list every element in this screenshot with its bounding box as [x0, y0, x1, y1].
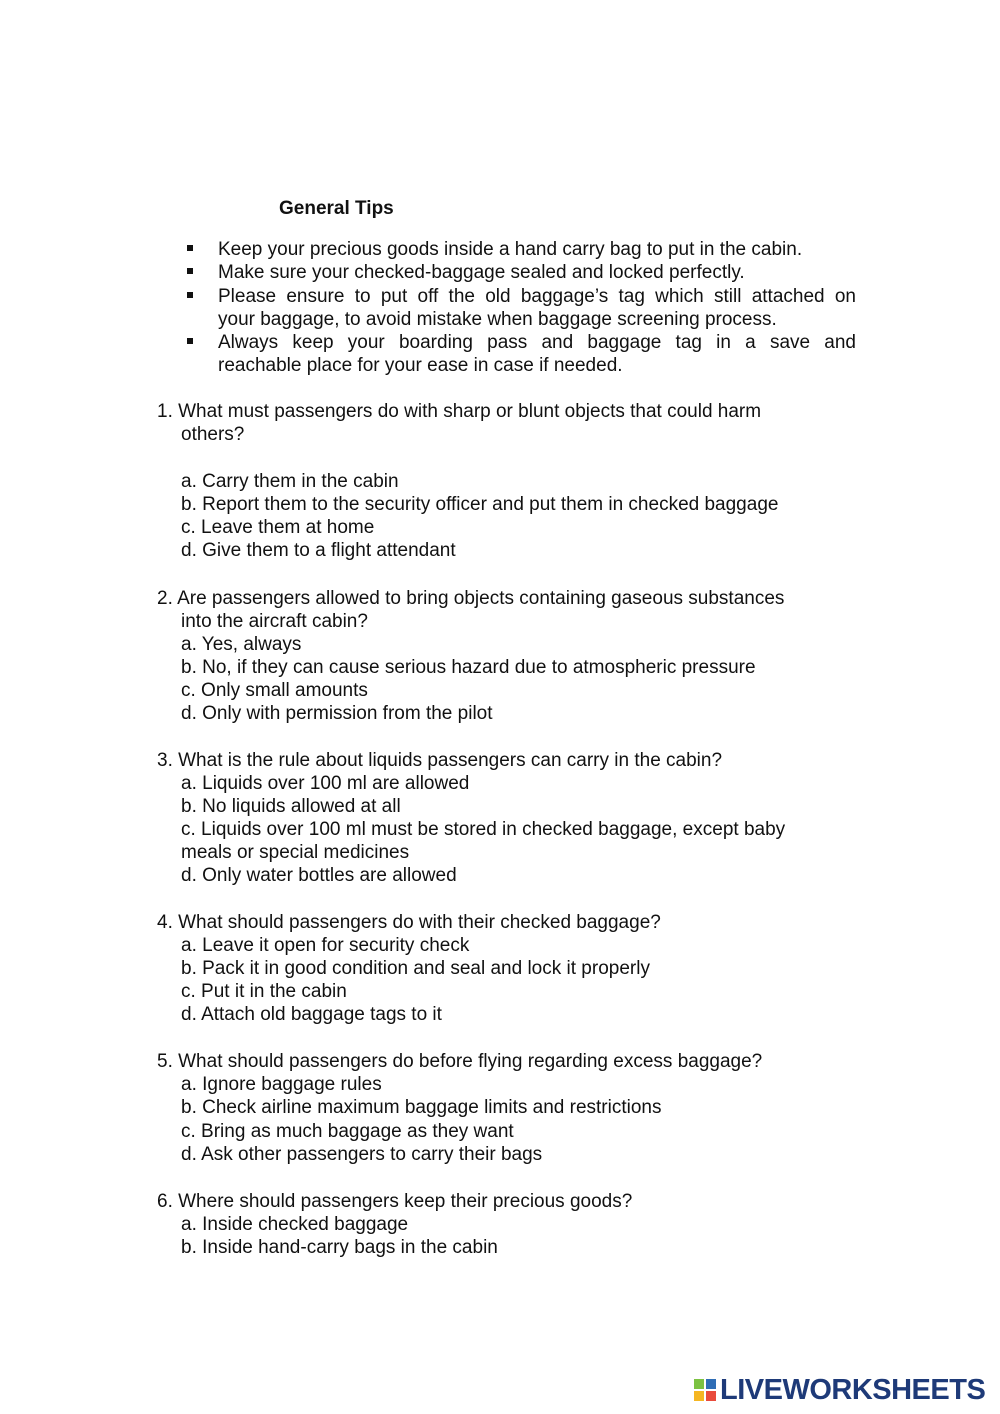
- question-text: others?: [181, 424, 245, 445]
- option-a: a. Carry them in the cabin: [181, 471, 399, 492]
- option-c: c. Liquids over 100 ml must be stored in checked baggage, except baby: [181, 819, 786, 840]
- tip-item-line: Please ensure to put off the old baggage’s tag which still attached on: [218, 286, 856, 307]
- tip-item: Keep your precious goods inside a hand carry bag to put in the cabin.: [218, 239, 803, 260]
- option-a: a. Yes, always: [181, 634, 302, 655]
- option-d: d. Attach old baggage tags to it: [181, 1004, 442, 1025]
- question-text: 5. What should passengers do before flying regarding excess baggage?: [157, 1051, 763, 1072]
- option-c: c. Put it in the cabin: [181, 981, 347, 1002]
- option-d: d. Ask other passengers to carry their bags: [181, 1144, 543, 1165]
- option-d: d. Give them to a flight attendant: [181, 540, 456, 561]
- question-text: into the aircraft cabin?: [181, 611, 368, 632]
- question-text: 3. What is the rule about liquids passengers can carry in the cabin?: [157, 750, 723, 771]
- liveworksheets-logo[interactable]: [694, 1373, 986, 1406]
- option-b: b. Inside hand-carry bags in the cabin: [181, 1237, 498, 1258]
- option-b: b. No, if they can cause serious hazard due to atmospheric pressure: [181, 657, 756, 678]
- question-text: 1. What must passengers do with sharp or blunt objects that could harm: [157, 401, 762, 422]
- question-text: 2. Are passengers allowed to bring objects containing gaseous substances: [157, 588, 785, 609]
- liveworksheets-logo-icon: [694, 1379, 716, 1401]
- bullet-icon: [187, 338, 193, 344]
- page-title: General Tips: [279, 198, 394, 219]
- option-a: a. Inside checked baggage: [181, 1214, 409, 1235]
- bullet-icon: [187, 268, 193, 274]
- question-text: 4. What should passengers do with their checked baggage?: [157, 912, 661, 933]
- tip-item-line: Always keep your boarding pass and baggage tag in a save and: [218, 332, 856, 353]
- option-a: a. Leave it open for security check: [181, 935, 470, 956]
- option-b: b. No liquids allowed at all: [181, 796, 401, 817]
- option-c: c. Bring as much baggage as they want: [181, 1121, 514, 1142]
- option-d: d. Only with permission from the pilot: [181, 703, 493, 724]
- question-text: 6. Where should passengers keep their precious goods?: [157, 1191, 633, 1212]
- bullet-icon: [187, 245, 193, 251]
- option-d: d. Only water bottles are allowed: [181, 865, 457, 886]
- option-b: b. Check airline maximum baggage limits and restrictions: [181, 1097, 662, 1118]
- tip-item: Make sure your checked-baggage sealed and locked perfectly.: [218, 262, 745, 283]
- option-c-continued: meals or special medicines: [181, 842, 410, 863]
- tip-item-line: reachable place for your ease in case if needed.: [218, 355, 623, 376]
- bullet-icon: [187, 292, 193, 298]
- option-c: c. Only small amounts: [181, 680, 368, 701]
- option-b: b. Pack it in good condition and seal and lock it properly: [181, 958, 650, 979]
- option-a: a. Ignore baggage rules: [181, 1074, 382, 1095]
- liveworksheets-logo-text: LIVEWORKSHEETS: [720, 1373, 986, 1406]
- tip-item-line: your baggage, to avoid mistake when baggage screening process.: [218, 309, 777, 330]
- option-a: a. Liquids over 100 ml are allowed: [181, 773, 470, 794]
- option-c: c. Leave them at home: [181, 517, 375, 538]
- option-b: b. Report them to the security officer and put them in checked baggage: [181, 494, 779, 515]
